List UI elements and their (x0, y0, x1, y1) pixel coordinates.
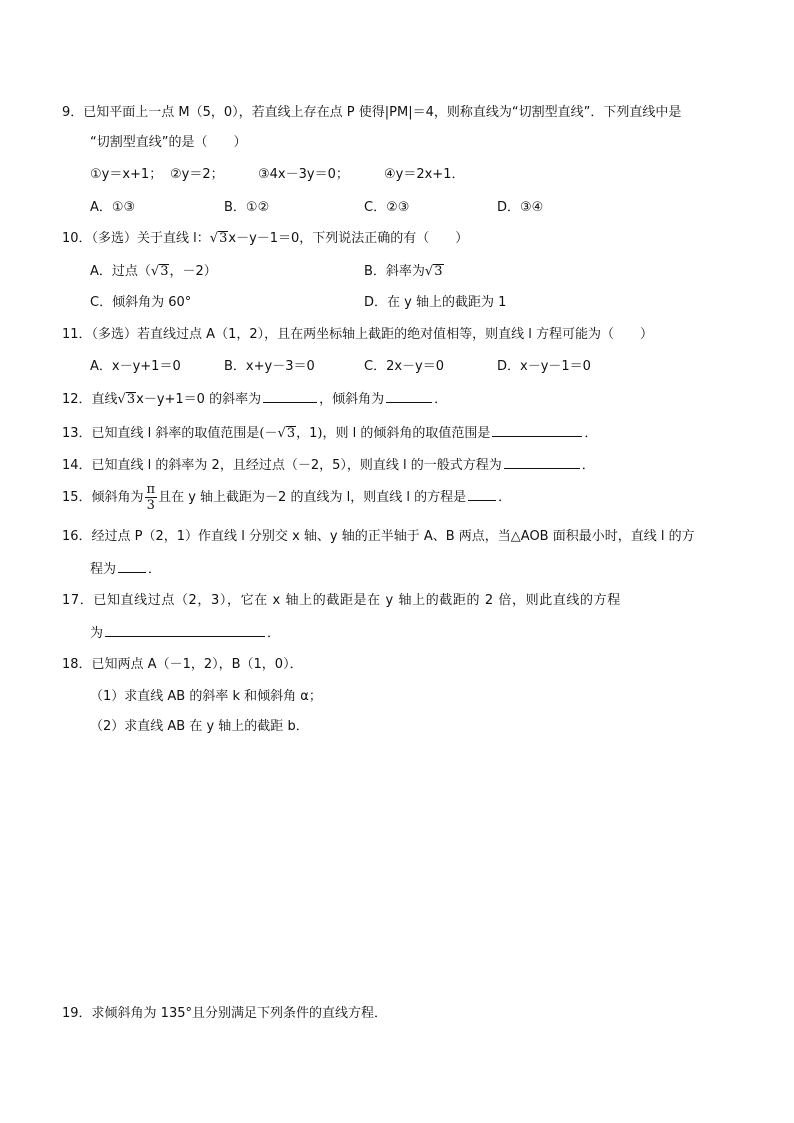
q15-fraction (145, 482, 158, 513)
sqrt-symbol: √3 (209, 231, 228, 246)
q16-line2-part-b: ． (148, 562, 162, 577)
q17-stem-line2 (90, 624, 280, 643)
q13-stem (62, 424, 597, 443)
q10-stem-part-b: x－y－1＝0，下列说法正确的有（ ） (228, 231, 469, 246)
q11-option-c: C．2x－y＝0 (364, 359, 445, 374)
q15-part-c: ． (498, 490, 512, 505)
q10-option-a (90, 263, 217, 281)
q12-part-c: ，倾斜角为 (319, 392, 385, 407)
q17-stem-line1: 17．已知直线过点（2，3），它在 x 轴上的截距是在 y 轴上的截距的 2 倍，则此直线的方程 (62, 593, 621, 608)
q10-option-a-part-a: A．过点（ (90, 264, 151, 279)
q13-radicand: 3 (286, 426, 296, 441)
q18-stem: 18．已知两点 A（－1，2），B（1，0）． (62, 657, 303, 672)
q18-part-2: （2）求直线 AB 在 y 轴上的截距 b． (90, 719, 309, 734)
q10-option-c: C．倾斜角为 60° (90, 295, 192, 310)
q13-part-c: ． (584, 426, 598, 441)
q12-part-a: 12．直线 (62, 392, 118, 407)
q9-item-4: ④y＝2x+1． (384, 167, 465, 182)
q10-stem (62, 230, 468, 248)
q13-part-b: ，则 l 的倾斜角的取值范围是 (322, 426, 491, 441)
q13-mid: ，1 (296, 426, 318, 441)
q9-stem-line1: 9．已知平面上一点 M（5，0），若直线上存在点 P 使得|PM|＝4，则称直线为“切割型直线”．下列直线中是 (62, 105, 682, 120)
q16-stem-line1: 16．经过点 P（2，1）作直线 l 分别交 x 轴、y 轴的正半轴于 A、B 两点，当△AOB 面积最小时，直线 l 的方 (62, 529, 695, 544)
q16-stem-line2 (90, 560, 161, 579)
q13-open-paren: ( (259, 426, 265, 441)
q18-part-1: （1）求直线 AB 的斜率 k 和倾斜角 α； (90, 689, 322, 704)
answer-blank[interactable] (386, 390, 432, 403)
sqrt-symbol: √3 (117, 392, 136, 407)
q19-stem: 19．求倾斜角为 135°且分别满足下列条件的直线方程． (62, 1006, 387, 1021)
q16-line2-part-a: 程为 (90, 562, 117, 577)
q9-item-2: ②y＝2； (170, 167, 224, 182)
q9-stem-line2: “切割型直线”的是（ ） (90, 135, 247, 150)
q15-stem (62, 482, 511, 514)
q11-option-b: B．x+y－3＝0 (224, 359, 315, 374)
answer-blank[interactable] (118, 560, 146, 573)
q13-neg-sign: － (264, 426, 278, 441)
q9-option-c: C．②③ (364, 200, 410, 215)
q10-option-b-radicand: 3 (434, 264, 443, 279)
answer-blank[interactable] (468, 488, 496, 501)
q15-part-b: 且在 y 轴上截距为－2 的直线为 l，则直线 l 的方程是 (158, 490, 467, 505)
q15-part-a: 15．倾斜角为 (62, 490, 144, 505)
sqrt-symbol: √3 (424, 264, 443, 279)
q9-option-a: A．①③ (90, 200, 136, 215)
q11-option-d: D．x－y－1＝0 (497, 359, 591, 374)
q13-close-paren: ) (317, 426, 323, 441)
q15-frac-denominator: 3 (146, 498, 155, 513)
q15-frac-numerator: π (146, 482, 156, 497)
answer-blank[interactable] (263, 390, 317, 403)
q10-option-b-part-a: B．斜率为 (364, 264, 425, 279)
q12-radicand: 3 (126, 392, 136, 407)
answer-blank[interactable] (504, 456, 580, 469)
q17-line2-part-a: 为 (90, 626, 104, 641)
q14-part-a: 14．已知直线 l 的斜率为 2，且经过点（－2，5），则直线 l 的一般式方程为 (62, 458, 502, 473)
q11-stem: 11．（多选）若直线过点 A（1，2），且在两坐标轴上截距的绝对值相等，则直线 l 方程可能为（ ） (62, 327, 653, 342)
q10-option-d: D．在 y 轴上的截距为 1 (364, 295, 507, 310)
q11-option-a: A．x－y+1＝0 (90, 359, 181, 374)
q17-line2-part-b: ． (267, 626, 281, 641)
q14-stem (62, 456, 595, 475)
q10-option-a-part-b: ，－2） (169, 264, 217, 279)
q10-stem-radicand: 3 (219, 231, 228, 246)
sqrt-symbol: √3 (150, 264, 169, 279)
q9-option-b: B．①② (224, 200, 270, 215)
q10-option-b (364, 263, 444, 281)
q9-item-3: ③4x－3y＝0； (258, 167, 349, 182)
q14-part-b: ． (581, 458, 595, 473)
answer-blank[interactable] (492, 424, 582, 437)
answer-blank[interactable] (105, 624, 265, 637)
q10-stem-part-a: 10．（多选）关于直线 l： (62, 231, 210, 246)
q12-part-d: ． (434, 392, 448, 407)
q12-part-b: x－y+1＝0 的斜率为 (136, 392, 262, 407)
q9-item-1: ①y＝x+1； (90, 167, 163, 182)
q13-part-a: 13．已知直线 l 斜率的取值范围是 (62, 426, 260, 441)
q12-stem (62, 390, 447, 409)
q10-option-a-radicand: 3 (160, 264, 169, 279)
q9-option-d: D．③④ (497, 200, 544, 215)
sqrt-symbol: √3 (277, 426, 296, 441)
